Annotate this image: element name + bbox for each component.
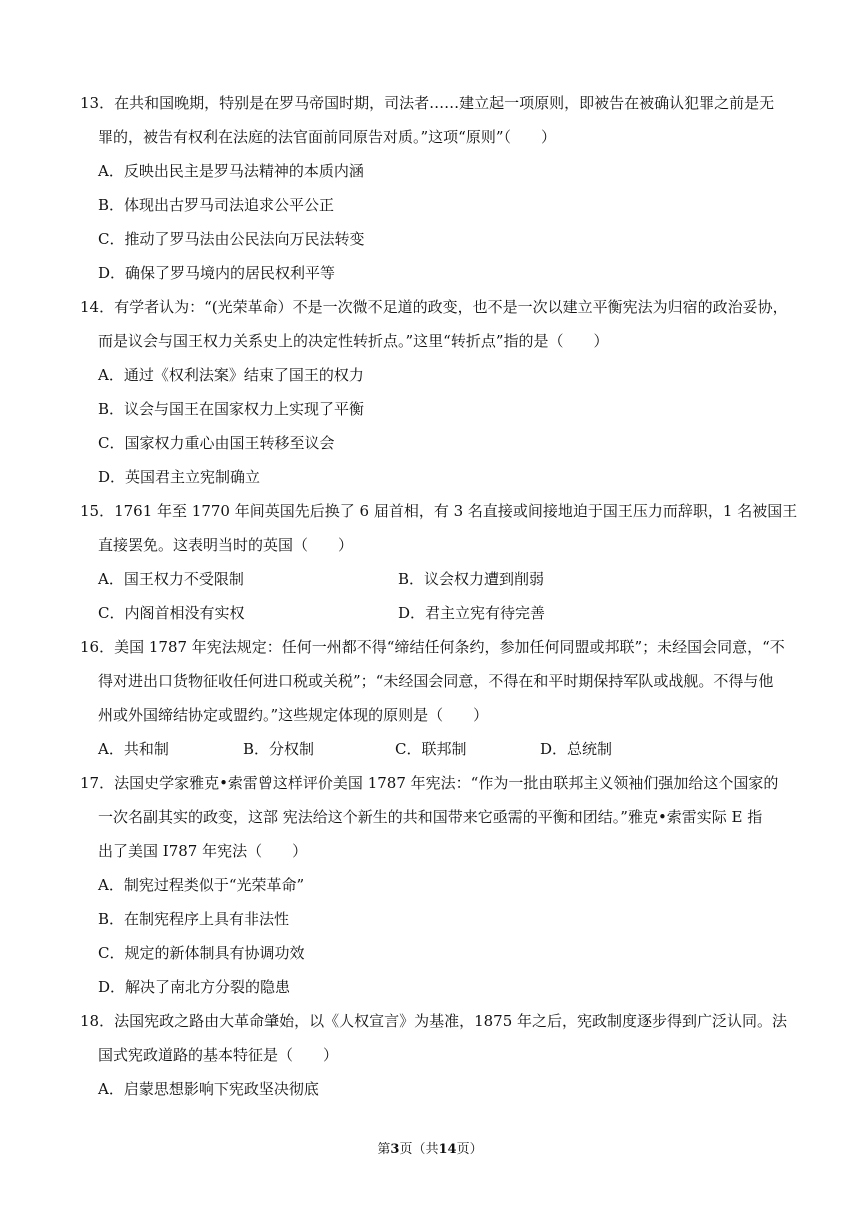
- question-18: [80, 1004, 788, 1106]
- answer-option: A．制宪过程类似于“光荣革命”: [98, 876, 305, 894]
- answer-option: D．英国君主立宪制确立: [98, 468, 261, 486]
- answer-option: B．体现出古罗马司法追求公平公正: [98, 196, 335, 214]
- answer-option: B．议会与国王在国家权力上实现了平衡: [98, 400, 365, 418]
- question-14: [80, 290, 788, 494]
- answer-option: D．解决了南北方分裂的隐患: [98, 978, 291, 996]
- answer-option: B．分权制: [243, 740, 315, 758]
- answer-option: C．推动了罗马法由公民法向万民法转变: [98, 230, 365, 248]
- question-stem-line: 得对进出口货物征收任何进口税或关税”；“未经国会同意，不得在和平时期保持军队或战舰。不得与他: [98, 672, 774, 690]
- answer-option: B．议会权力遭到削弱: [398, 570, 545, 588]
- answer-option: A．国王权力不受限制: [98, 570, 244, 588]
- question-13: [80, 86, 780, 290]
- answer-option: C．规定的新体制具有协调功效: [98, 944, 305, 962]
- question-stem-line: 14．有学者认为：“(光荣革命）不是一次微不足道的政变，也不是一次以建立平衡宪法为归宿的政治妥协，: [80, 298, 788, 316]
- footer-middle: 页（共: [399, 1142, 439, 1157]
- answer-option: C．国家权力重心由国王转移至议会: [98, 434, 335, 452]
- answer-option: A．启蒙思想影响下宪政坚决彻底: [98, 1080, 319, 1098]
- answer-option: A．共和制: [98, 740, 169, 758]
- answer-option: D．总统制: [540, 740, 613, 758]
- question-stem-line: 15．1761 年至 1770 年间英国先后换了 6 届首相，有 3 名直接或间接地迫于国王压力而辞职，1 名被国王: [80, 502, 798, 520]
- question-stem-line: 罪的，被告有权利在法庭的法官面前同原告对质。”这项“原则”（ ）: [98, 128, 557, 146]
- options-row: [80, 732, 780, 766]
- options-row: [80, 562, 780, 630]
- question-list: [80, 86, 798, 1106]
- question-stem-line: 13．在共和国晚期，特别是在罗马帝国时期，司法者……建立起一项原则，即被告在被确认犯罪之前是无: [80, 94, 775, 112]
- answer-option: A．通过《权利法案》结束了国王的权力: [98, 366, 364, 384]
- question-stem-line: 出了美国 I787 年宪法（ ）: [98, 842, 308, 860]
- question-15: [80, 494, 798, 630]
- question-stem-line: 16．美国 1787 年宪法规定：任何一州都不得“缔结任何条约，参加任何同盟或邦联”；未经国会同意，“不: [80, 638, 785, 656]
- question-stem-line: 国式宪政道路的基本特征是（ ）: [98, 1046, 339, 1064]
- question-stem-line: 直接罢免。这表明当时的英国（ ）: [98, 536, 354, 554]
- page-footer: [0, 1140, 860, 1160]
- answer-option: A．反映出民主是罗马法精神的本质内涵: [98, 162, 364, 180]
- question-stem-line: 州或外国缔结协定或盟约。”这些规定体现的原则是（ ）: [98, 706, 489, 724]
- question-16: [80, 630, 785, 766]
- question-stem-line: 17．法国史学家雅克•索雷曾这样评价美国 1787 年宪法：“作为一批由联邦主义领袖们强加给这个国家的: [80, 774, 779, 792]
- question-stem-line: 而是议会与国王权力关系史上的决定性转折点。”这里“转折点”指的是（ ）: [98, 332, 609, 350]
- footer-suffix: 页）: [456, 1142, 483, 1157]
- answer-option: B．在制宪程序上具有非法性: [98, 910, 290, 928]
- answer-option: C．内阁首相没有实权: [98, 604, 245, 622]
- answer-option: D．君主立宪有待完善: [398, 604, 546, 622]
- footer-prefix: 第: [377, 1142, 391, 1157]
- question-stem-line: 18．法国宪政之路由大革命肇始，以《人权宣言》为基准，1875 年之后，宪政制度逐步得到广泛认同。法: [80, 1012, 788, 1030]
- question-17: [80, 766, 780, 1004]
- answer-option: D．确保了罗马境内的居民权利平等: [98, 264, 336, 282]
- question-stem-line: 一次名副其实的政变，这部 宪法给这个新生的共和国带来它亟需的平衡和团结。”雅克•索雷实际 E 指: [98, 808, 763, 826]
- answer-option: C．联邦制: [395, 740, 467, 758]
- footer-total-pages: 14: [438, 1142, 457, 1157]
- footer-page-number: 3: [390, 1142, 400, 1157]
